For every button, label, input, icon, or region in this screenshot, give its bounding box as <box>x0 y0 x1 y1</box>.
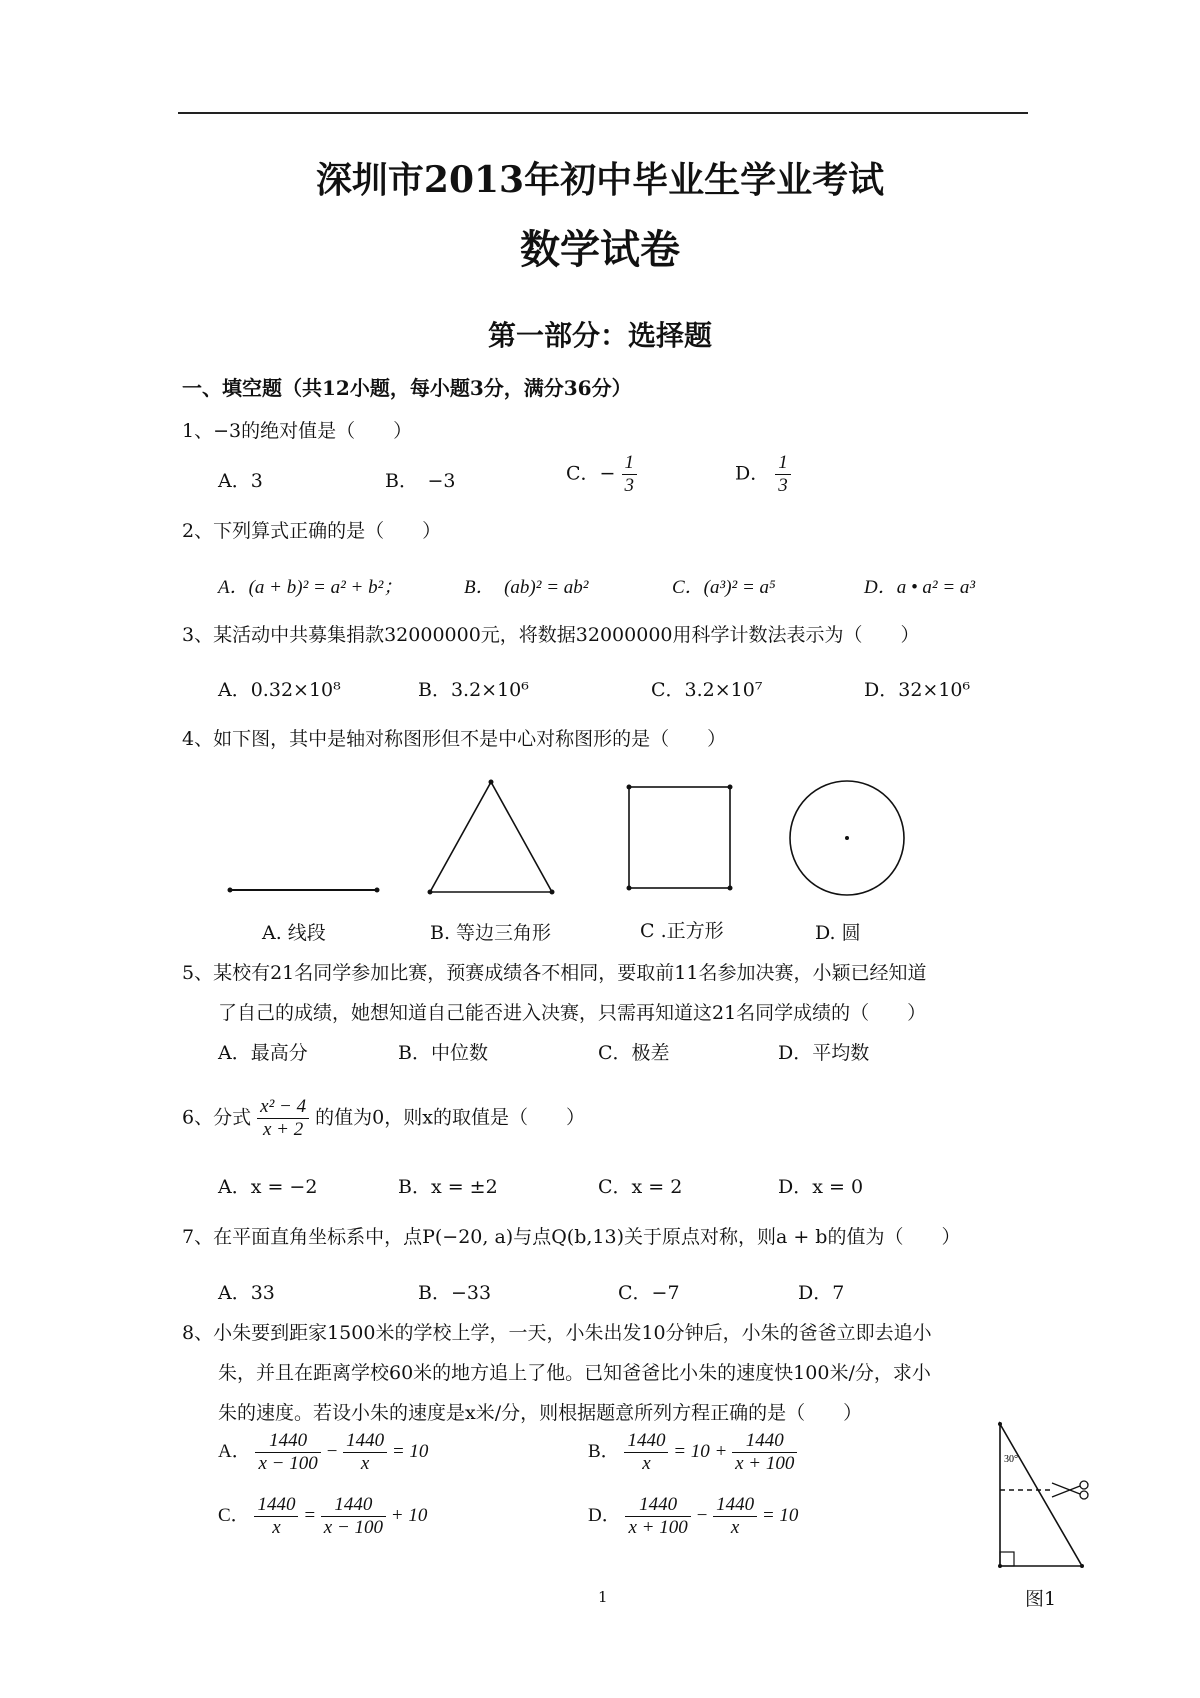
fraction <box>343 1430 387 1475</box>
q6-option-b: B．x = ±2 <box>398 1176 498 1198</box>
q1-option-d-fraction <box>775 452 791 497</box>
fraction-numerator: 1440 <box>732 1430 797 1453</box>
fraction-denominator: 3 <box>778 475 788 496</box>
header-rule <box>178 112 1028 114</box>
scissors-icon <box>1052 1481 1088 1499</box>
q2-option-b: B． (ab)² = ab² <box>464 577 589 598</box>
q4-label-d: D. 圆 <box>815 922 861 944</box>
q5-option-c: C．极差 <box>598 1042 670 1064</box>
operator: = <box>303 1504 317 1526</box>
operator: − <box>325 1440 339 1462</box>
q3-option-c: C．3.2×10⁷ <box>651 679 763 701</box>
q6-option-a: A．x = −2 <box>218 1176 318 1198</box>
option-label: A． <box>218 1440 251 1462</box>
q1-option-c <box>566 452 637 497</box>
q1-option-b: B． −3 <box>385 470 456 492</box>
fraction-denominator: 3 <box>624 475 635 496</box>
fraction <box>321 1494 386 1539</box>
q4-figures <box>200 770 920 910</box>
question-2-stem: 2、下列算式正确的是（ ） <box>182 520 442 542</box>
fraction-denominator: x + 100 <box>628 1517 688 1538</box>
q6-prefix: 6、分式 <box>182 1106 252 1129</box>
figure-1-triangle <box>990 1416 1100 1581</box>
q1-option-c-fraction <box>622 452 638 497</box>
q3-option-d: D．32×10⁶ <box>864 679 971 701</box>
q5-option-a: A．最高分 <box>218 1042 308 1064</box>
option-label: D． <box>588 1504 621 1526</box>
fraction <box>255 1430 320 1475</box>
fraction-numerator: 1440 <box>624 1430 668 1453</box>
operator: = 10 + <box>673 1440 728 1462</box>
fraction-numerator: 1440 <box>625 1494 690 1517</box>
fraction-numerator: 1 <box>775 452 791 475</box>
q1-option-d <box>735 452 791 497</box>
fraction <box>713 1494 757 1539</box>
equation-rhs: = 10 <box>761 1504 799 1526</box>
fraction-denominator: x + 100 <box>735 1453 795 1474</box>
q8-option-b <box>588 1430 797 1475</box>
line-segment-figure <box>228 888 380 893</box>
fraction <box>732 1430 797 1475</box>
q2-option-a: A．(a + b)² = a² + b²； <box>218 577 403 598</box>
exam-title: 深圳市2013年初中毕业生学业考试 <box>315 159 885 201</box>
fraction-numerator: 1 <box>622 452 638 475</box>
page-number: 1 <box>598 1588 608 1606</box>
fraction-denominator: x <box>360 1453 370 1474</box>
q5-option-b: B．中位数 <box>398 1042 488 1064</box>
q4-label-b: B. 等边三角形 <box>430 922 552 944</box>
fraction-numerator: x² − 4 <box>257 1096 309 1119</box>
square-figure <box>627 785 733 891</box>
fraction <box>254 1494 298 1539</box>
question-8-stem-line1: 8、小朱要到距家1500米的学校上学，一天，小朱出发10分钟后，小朱的爸爸立即去追小 <box>182 1322 932 1344</box>
question-5-stem-line1: 5、某校有21名同学参加比赛，预赛成绩各不相同，要取前11名参加决赛，小颖已经知道 <box>182 962 927 984</box>
fraction-denominator: x <box>272 1517 281 1538</box>
fraction-numerator: 1440 <box>343 1430 387 1453</box>
fraction-denominator: x <box>730 1517 740 1538</box>
question-1-stem: 1、−3的绝对值是（ ） <box>182 420 413 442</box>
section-heading: 一、填空题（共12小题，每小题3分，满分36分） <box>182 376 632 400</box>
q8-option-a <box>218 1430 428 1475</box>
question-8-stem-line3: 朱的速度。若设小朱的速度是x米/分，则根据题意所列方程正确的是（ ） <box>218 1402 863 1424</box>
q7-option-a: A．33 <box>218 1282 275 1304</box>
q2-option-d: D．a • a² = a³ <box>864 577 976 598</box>
equation-rhs: + 10 <box>390 1504 428 1526</box>
circle-figure <box>790 781 904 895</box>
operator: − <box>695 1504 709 1526</box>
fraction <box>625 1494 690 1539</box>
question-7-stem: 7、在平面直角坐标系中，点P(−20, a)与点Q(b,13)关于原点对称，则a + b的值为（ ） <box>182 1226 961 1248</box>
equation-rhs: = 10 <box>391 1440 429 1462</box>
q3-option-a: A．0.32×10⁸ <box>218 679 341 701</box>
q5-option-d: D．平均数 <box>778 1042 870 1064</box>
figure-1-label: 图1 <box>1025 1588 1057 1610</box>
fraction-numerator: 1440 <box>713 1494 757 1517</box>
option-label: B． <box>588 1440 620 1462</box>
question-4-stem: 4、如下图，其中是轴对称图形但不是中心对称图形的是（ ） <box>182 728 727 750</box>
fraction-denominator: x − 100 <box>258 1453 318 1474</box>
q2-option-c: C．(a³)² = a⁵ <box>672 577 776 598</box>
option-label: C． <box>218 1504 250 1526</box>
fraction-denominator: x <box>642 1453 651 1474</box>
fraction-denominator: x − 100 <box>323 1517 384 1538</box>
q6-suffix: 的值为0，则x的取值是（ ） <box>315 1106 585 1129</box>
q4-label-c: C .正方形 <box>640 920 724 942</box>
q6-option-d: D．x = 0 <box>778 1176 864 1198</box>
q1-option-d-prefix: D． <box>735 462 770 485</box>
question-8-stem-line2: 朱，并且在距离学校60米的地方追上了他。已知爸爸比小朱的速度快100米/分，求小 <box>218 1362 931 1384</box>
fraction-numerator: 1440 <box>254 1494 298 1517</box>
fraction-numerator: 1440 <box>255 1430 320 1453</box>
fraction <box>624 1430 668 1475</box>
q8-option-d <box>588 1494 798 1539</box>
q1-option-c-prefix: C．− <box>566 462 616 485</box>
q3-option-b: B．3.2×10⁶ <box>418 679 529 701</box>
part-heading: 第一部分：选择题 <box>487 319 712 352</box>
q7-option-c: C．−7 <box>618 1282 680 1304</box>
question-6-stem <box>182 1096 585 1141</box>
figure-1-angle: 30° <box>1004 1454 1018 1465</box>
q7-option-b: B．−33 <box>418 1282 492 1304</box>
fraction-denominator: x + 2 <box>262 1119 304 1140</box>
question-5-stem-line2: 了自己的成绩，她想知道自己能否进入决赛，只需再知道这21名同学成绩的（ ） <box>218 1002 927 1024</box>
q4-label-a: A. 线段 <box>262 922 326 944</box>
q8-option-c <box>218 1494 427 1539</box>
question-3-stem: 3、某活动中共募集捐款32000000元，将数据32000000用科学计数法表示为（ ） <box>182 624 920 646</box>
equilateral-triangle-figure <box>428 780 555 895</box>
q6-fraction <box>257 1096 309 1141</box>
fraction-numerator: 1440 <box>321 1494 386 1517</box>
q7-option-d: D．7 <box>798 1282 845 1304</box>
q1-option-a: A．3 <box>218 470 263 492</box>
q6-option-c: C．x = 2 <box>598 1176 683 1198</box>
paper-title: 数学试卷 <box>520 226 680 273</box>
